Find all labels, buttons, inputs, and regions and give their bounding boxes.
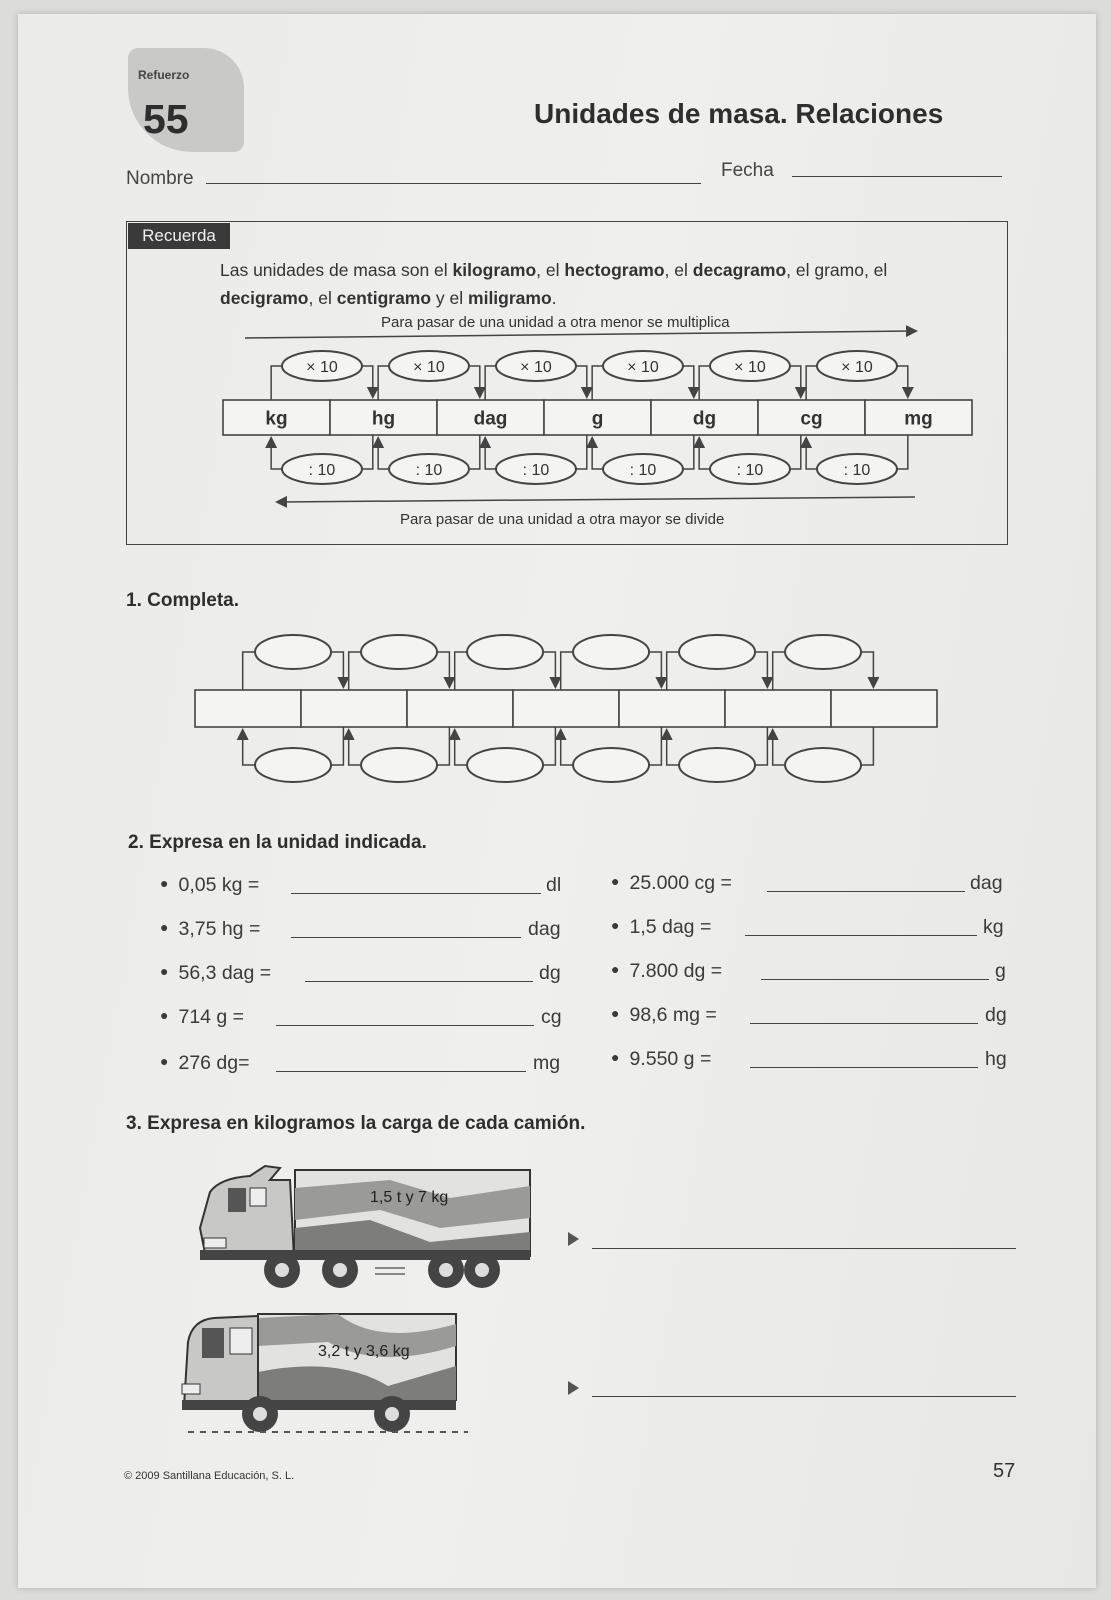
truck1-load-label: 1,5 t y 7 kg <box>370 1189 449 1206</box>
q2-number: 2. <box>128 832 144 853</box>
bullet-icon: ● <box>160 919 169 935</box>
divide-label: : 10 <box>522 462 550 479</box>
exercise-expression: 1,5 dag = <box>629 916 712 938</box>
recuerda-text-part: y el <box>431 288 469 308</box>
badge-label: Refuerzo <box>138 68 190 82</box>
exercise-item <box>611 1004 717 1027</box>
page-title: Unidades de masa. Relaciones <box>534 98 944 129</box>
divide-label: : 10 <box>629 462 657 479</box>
bullet-icon: ● <box>160 963 169 979</box>
divide-label: : 10 <box>843 462 871 479</box>
blank-operation-oval[interactable] <box>679 635 755 669</box>
exercise-item <box>160 874 259 897</box>
exercise-expression: 276 dg= <box>178 1052 250 1074</box>
q1-number: 1. <box>126 590 142 611</box>
answer-field[interactable] <box>767 891 965 892</box>
blank-unit-cell[interactable] <box>513 690 619 727</box>
target-unit: dag <box>970 872 1003 894</box>
exercise-expression: 3,75 hg = <box>178 918 261 940</box>
divide-label: : 10 <box>415 462 443 479</box>
exercise-item <box>160 1006 244 1029</box>
blank-operation-oval[interactable] <box>361 748 437 782</box>
term-hectogramo: hectogramo <box>564 260 665 280</box>
target-unit: cg <box>541 1006 562 1028</box>
q2-text: Expresa en la unidad indicada. <box>149 832 427 853</box>
divide-caption: Para pasar de una unidad a otra mayor se divide <box>400 511 725 528</box>
blank-operation-oval[interactable] <box>255 748 331 782</box>
unit-label: g <box>591 408 604 430</box>
term-decigramo: decigramo <box>220 288 309 308</box>
truck-illustration <box>178 1306 478 1436</box>
blank-unit-cell[interactable] <box>301 690 407 727</box>
blank-operation-oval[interactable] <box>785 748 861 782</box>
target-unit: hg <box>985 1048 1007 1070</box>
multiply-direction-arrow <box>245 331 915 338</box>
q3-text: Expresa en kilogramos la carga de cada camión. <box>147 1113 586 1134</box>
bullet-icon: ● <box>611 961 620 977</box>
blank-operation-oval[interactable] <box>785 635 861 669</box>
multiply-caption: Para pasar de una unidad a otra menor se multiplica <box>381 314 730 331</box>
q1-title <box>126 590 239 612</box>
pointer-arrow-icon <box>568 1232 579 1246</box>
bullet-icon: ● <box>160 1007 169 1023</box>
blank-unit-cell[interactable] <box>831 690 937 727</box>
blank-operation-oval[interactable] <box>255 635 331 669</box>
target-unit: dl <box>546 874 562 896</box>
divide-direction-arrow <box>278 497 915 502</box>
blank-unit-cell[interactable] <box>725 690 831 727</box>
q2-title <box>128 832 427 854</box>
recuerda-text-part: . <box>551 288 557 308</box>
exercise-expression: 7.800 dg = <box>629 960 723 982</box>
target-unit: dg <box>539 962 561 984</box>
bullet-icon: ● <box>160 875 169 891</box>
blank-operation-oval[interactable] <box>467 748 543 782</box>
answer-field[interactable] <box>745 935 977 936</box>
unit-label: dag <box>473 408 508 430</box>
term-kilogramo: kilogramo <box>452 260 537 280</box>
truck2-load-label: 3,2 t y 3,6 kg <box>318 1343 410 1360</box>
exercise-item <box>611 1048 711 1071</box>
q3-title <box>126 1113 585 1135</box>
divide-label: : 10 <box>308 462 336 479</box>
truck2-answer-field[interactable] <box>592 1396 1016 1397</box>
answer-field[interactable] <box>761 979 989 980</box>
multiply-label: × 10 <box>734 359 766 376</box>
target-unit: dag <box>528 918 561 940</box>
unit-label: hg <box>371 408 396 430</box>
exercise-expression: 25.000 cg = <box>629 872 732 894</box>
term-miligramo: miligramo <box>468 288 552 308</box>
exercise-expression: 9.550 g = <box>629 1048 712 1070</box>
name-label: Nombre <box>126 168 194 189</box>
multiply-label: × 10 <box>520 359 552 376</box>
q3-number: 3. <box>126 1113 142 1134</box>
blank-operation-oval[interactable] <box>679 748 755 782</box>
date-label: Fecha <box>721 160 774 181</box>
copyright: © 2009 Santillana Educación, S. L. <box>124 1470 295 1482</box>
exercise-item <box>160 962 271 985</box>
recuerda-text-part: , el <box>536 260 565 280</box>
answer-field[interactable] <box>305 981 533 982</box>
recuerda-tab: Recuerda <box>128 223 230 249</box>
blank-unit-cell[interactable] <box>195 690 301 727</box>
term-decagramo: decagramo <box>692 260 787 280</box>
bullet-icon: ● <box>611 873 620 889</box>
bullet-icon: ● <box>611 917 620 933</box>
unit-label: dg <box>692 408 717 430</box>
exercise-item <box>160 918 260 941</box>
recuerda-text-part: , el <box>308 288 337 308</box>
blank-operation-oval[interactable] <box>361 635 437 669</box>
exercise-expression: 0,05 kg = <box>178 874 260 896</box>
pointer-arrow-icon <box>568 1381 579 1395</box>
exercise-item <box>611 916 711 939</box>
target-unit: kg <box>983 916 1004 938</box>
page-number: 57 <box>993 1460 1016 1482</box>
recuerda-text-part: , el <box>664 260 693 280</box>
recuerda-text-part: , el gramo, el <box>786 260 888 280</box>
answer-field[interactable] <box>291 937 521 938</box>
term-centigramo: centigramo <box>336 288 432 308</box>
blank-operation-oval[interactable] <box>573 635 649 669</box>
unit-label: cg <box>800 408 823 430</box>
divide-label: : 10 <box>736 462 764 479</box>
multiply-label: × 10 <box>627 359 659 376</box>
bullet-icon: ● <box>611 1049 620 1065</box>
multiply-label: × 10 <box>841 359 873 376</box>
semi-truck-illustration <box>190 1158 540 1298</box>
recuerda-text-part: Las unidades de masa son el <box>220 260 453 280</box>
target-unit: dg <box>985 1004 1007 1026</box>
exercise-item <box>160 1052 250 1075</box>
exercise-expression: 56,3 dag = <box>178 962 272 984</box>
q1-text: Completa. <box>147 590 239 611</box>
unit-label: kg <box>265 408 288 430</box>
bullet-icon: ● <box>160 1053 169 1069</box>
badge-number: 55 <box>143 96 189 142</box>
blank-unit-cell[interactable] <box>619 690 725 727</box>
answer-field[interactable] <box>291 893 541 894</box>
answer-field[interactable] <box>276 1025 534 1026</box>
answer-field[interactable] <box>750 1067 978 1068</box>
truck1-answer-field[interactable] <box>592 1248 1016 1249</box>
target-unit: mg <box>533 1052 561 1074</box>
multiply-label: × 10 <box>413 359 445 376</box>
target-unit: g <box>995 960 1006 982</box>
exercise-item <box>611 872 732 895</box>
answer-field[interactable] <box>750 1023 978 1024</box>
blank-unit-cell[interactable] <box>407 690 513 727</box>
answer-field[interactable] <box>276 1071 526 1072</box>
blank-operation-oval[interactable] <box>573 748 649 782</box>
unit-label: mg <box>904 408 933 430</box>
exercise-expression: 98,6 mg = <box>629 1004 717 1026</box>
bullet-icon: ● <box>611 1005 620 1021</box>
blank-operation-oval[interactable] <box>467 635 543 669</box>
exercise-item <box>611 960 722 983</box>
multiply-label: × 10 <box>306 359 338 376</box>
exercise-expression: 714 g = <box>178 1006 245 1028</box>
